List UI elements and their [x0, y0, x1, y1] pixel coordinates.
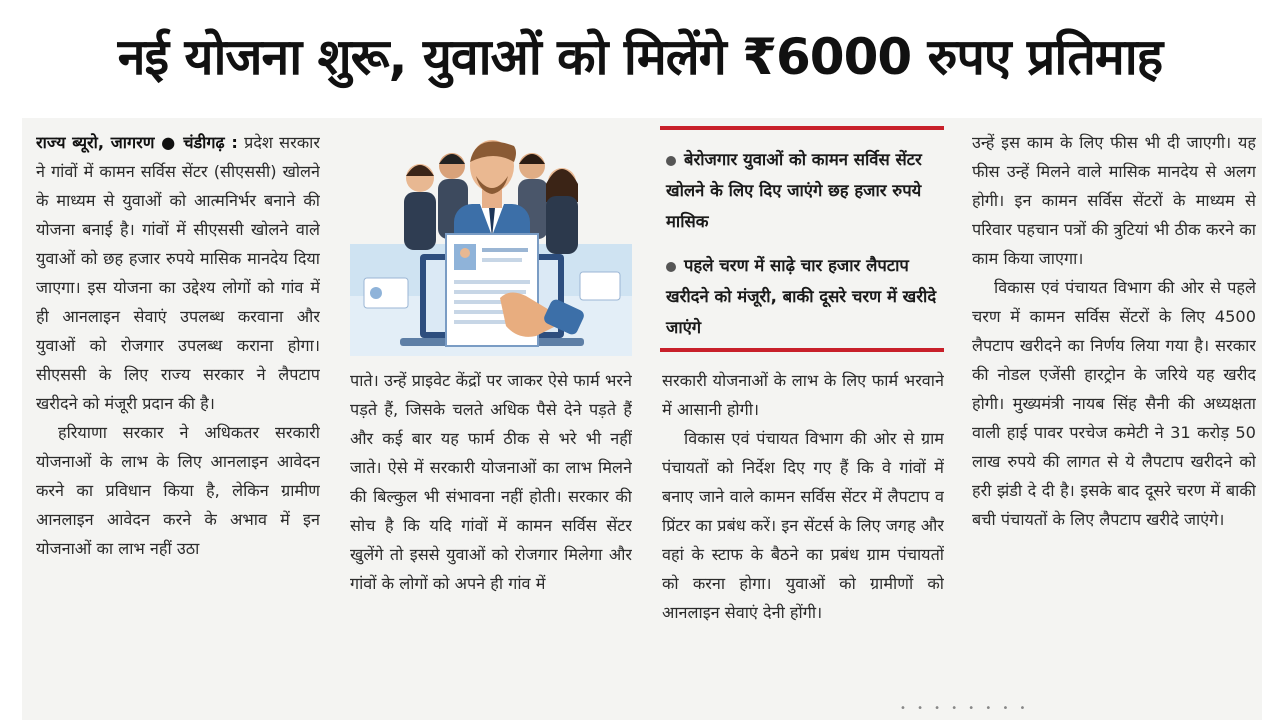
- highlight-item-2: पहले चरण में साढ़े चार हजार लैपटाप खरीदने को मंजूरी, बाकी दूसरे चरण में खरीदे जाएंगे: [666, 256, 937, 337]
- article-column-4: [972, 128, 1256, 700]
- headline: नई योजना शुरू, युवाओं को मिलेंगे ₹6000 रुपए प्रतिमाह: [117, 28, 1163, 86]
- paragraph: उन्हें इस काम के लिए फीस भी दी जाएगी। यह फीस उन्हें मिलने वाले मासिक मानदेय से अलग होगी। इन कामन सर्विस सेंटरों के माध्यम से परिवार पहचान पत्रों की त्रुटियां भी ठीक करने का काम किया जाएगा।: [972, 133, 1256, 268]
- decorative-dots: • • • • • • • •: [900, 703, 1030, 714]
- highlights-box: [660, 126, 944, 356]
- article-column-2: [350, 366, 632, 700]
- article-column-3: [662, 366, 944, 700]
- paragraph: विकास एवं पंचायत विभाग की ओर से ग्राम पंचायतों को निर्देश दिए गए हैं कि वे गांवों में बनाए जाने वाले कामन सर्विस सेंटर में लैपटाप व प्रिंटर का प्रबंध करें। इन सेंटर्स के लिए जगह और वहां के स्टाफ के बैठने का प्रबंध ग्राम पंचायतों को करना होगा। युवाओं को ग्रामीणों को आनलाइन सेवाएं देनी होंगी।: [662, 429, 944, 622]
- red-rule-bottom: [660, 348, 944, 352]
- dateline: राज्य ब्यूरो, जागरण ● चंडीगढ़ :: [36, 133, 238, 152]
- job-seekers-illustration: [350, 126, 632, 356]
- article-column-1: [36, 128, 320, 700]
- highlight-item-1: बेरोजगार युवाओं को कामन सर्विस सेंटर खोलने के लिए दिए जाएंगे छह हजार रुपये मासिक: [666, 150, 922, 231]
- bullet-icon: [666, 156, 676, 166]
- paragraph: सरकारी योजनाओं के लाभ के लिए फार्म भरवाने में आसानी होगी।: [662, 371, 944, 419]
- bullet-icon: [666, 262, 676, 272]
- paragraph: [36, 128, 320, 418]
- paragraph: विकास एवं पंचायत विभाग की ओर से पहले चरण में कामन सर्विस सेंटरों के लिए 4500 लैपटाप खरीदने का निर्णय लिया गया है। सरकार की नोडल एजेंसी हारट्रोन के जरिये यह खरीद होगी। मुख्यमंत्री नायब सिंह सैनी की अध्यक्षता वाली हाई पावर परचेज कमेटी ने 31 करोड़ 50 लाख रुपये की लागत से ये लैपटाप खरीदने को हरी झंडी दे दी है। इसके बाद दूसरे चरण में बाकी बची पंचायतों के लिए लैपटाप खरीदे जाएंगे।: [972, 278, 1256, 529]
- paragraph-text: प्रदेश सरकार ने गांवों में कामन सर्विस सेंटर (सीएससी) खोलने के माध्यम से युवाओं को आत्मनिर्भर बनाने की योजना बनाई है। गांवों में सीएससी खोलने वाले युवाओं को छह हजार रुपये मासिक मानदेय दिया जाएगा। इस योजना का उद्देश्य लोगों को गांव में ही आनलाइन सेवाएं उपलब्ध करवाना और युवाओं को रोजगार उपलब्ध कराना होगा। सीएससी के लिए राज्य सरकार ने लैपटाप खरीदने को मंजूरी प्रदान की है।: [36, 133, 320, 413]
- red-rule-top: [660, 126, 944, 130]
- paragraph: हरियाणा सरकार ने अधिकतर सरकारी योजनाओं के लाभ के लिए आनलाइन आवेदन करने का प्रविधान किया है, लेकिन ग्रामीण आनलाइन आवेदन करने के अभाव में इन योजनाओं का लाभ नहीं उठा: [36, 423, 320, 558]
- paragraph: पाते। उन्हें प्राइवेट केंद्रों पर जाकर ऐसे फार्म भरने पड़ते हैं, जिसके चलते अधिक पैसे देने पड़ते हैं और कई बार यह फार्म ठीक से भरे भी नहीं जाते। ऐसे में सरकारी योजनाओं का लाभ मिलने की बिल्कुल भी संभावना नहीं होती। सरकार की सोच है कि यदि गांवों में कामन सर्विस सेंटर खुलेंगे तो इससे युवाओं को रोजगार मिलेगा और गांवों के लोगों को अपने ही गांव में: [350, 371, 632, 593]
